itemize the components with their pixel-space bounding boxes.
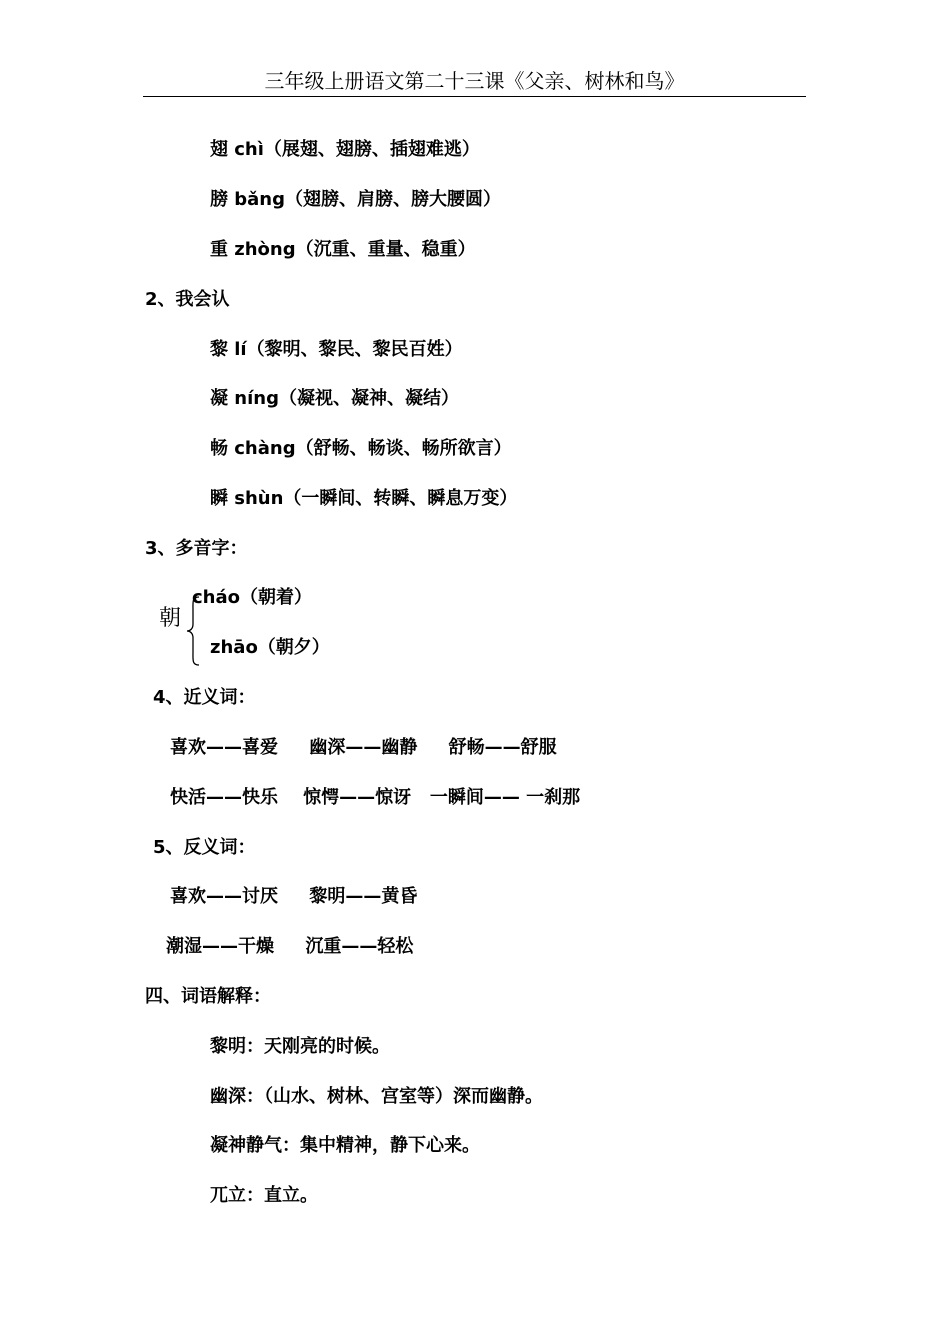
char-entry-shun: 瞬 shùn（一瞬间、转瞬、瞬息万变）	[210, 488, 518, 509]
synonym-row-2: 快活——快乐 惊愕——惊讶 一瞬间—— 一刹那	[170, 787, 581, 808]
synonym-row-1: 喜欢——喜爱 幽深——幽静 舒畅——舒服	[170, 737, 557, 758]
char-entry-li: 黎 lí（黎明、黎民、黎民百姓）	[210, 339, 463, 360]
char-entry-chang: 畅 chàng（舒畅、畅谈、畅所欲言）	[210, 438, 512, 459]
page-header-title: 三年级上册语文第二十三课《父亲、树林和鸟》	[143, 66, 806, 97]
reading-zhao: zhāo（朝夕）	[210, 637, 330, 658]
polyphonic-character: 朝	[159, 606, 182, 631]
section-heading-recognize: 2、我会认	[145, 289, 230, 310]
char-entry-chi: 翅 chì（展翅、翅膀、插翅难逃）	[210, 139, 480, 160]
definition-youshen: 幽深：（山水、树林、宫室等）深而幽静。	[210, 1086, 543, 1107]
char-entry-zhong: 重 zhòng（沉重、重量、稳重）	[210, 239, 476, 260]
section-heading-definitions: 四、词语解释：	[145, 986, 271, 1007]
section-heading-polyphonic: 3、多音字：	[145, 538, 248, 559]
char-entry-bang: 膀 bǎng（翅膀、肩膀、膀大腰圆）	[210, 189, 501, 210]
section-heading-antonyms: 5、反义词：	[153, 837, 256, 858]
antonym-row-2: 潮湿——干燥 沉重——轻松	[166, 936, 414, 957]
reading-chao: cháo（朝着）	[192, 587, 312, 608]
definition-liming: 黎明：天刚亮的时候。	[210, 1036, 390, 1057]
definition-ningshen: 凝神静气：集中精神，静下心来。	[210, 1135, 480, 1156]
section-heading-synonyms: 4、近义词：	[153, 687, 256, 708]
definition-wuli: 兀立：直立。	[210, 1185, 318, 1206]
char-entry-ning: 凝 níng（凝视、凝神、凝结）	[210, 388, 459, 409]
antonym-row-1: 喜欢——讨厌 黎明——黄昏	[170, 886, 418, 907]
